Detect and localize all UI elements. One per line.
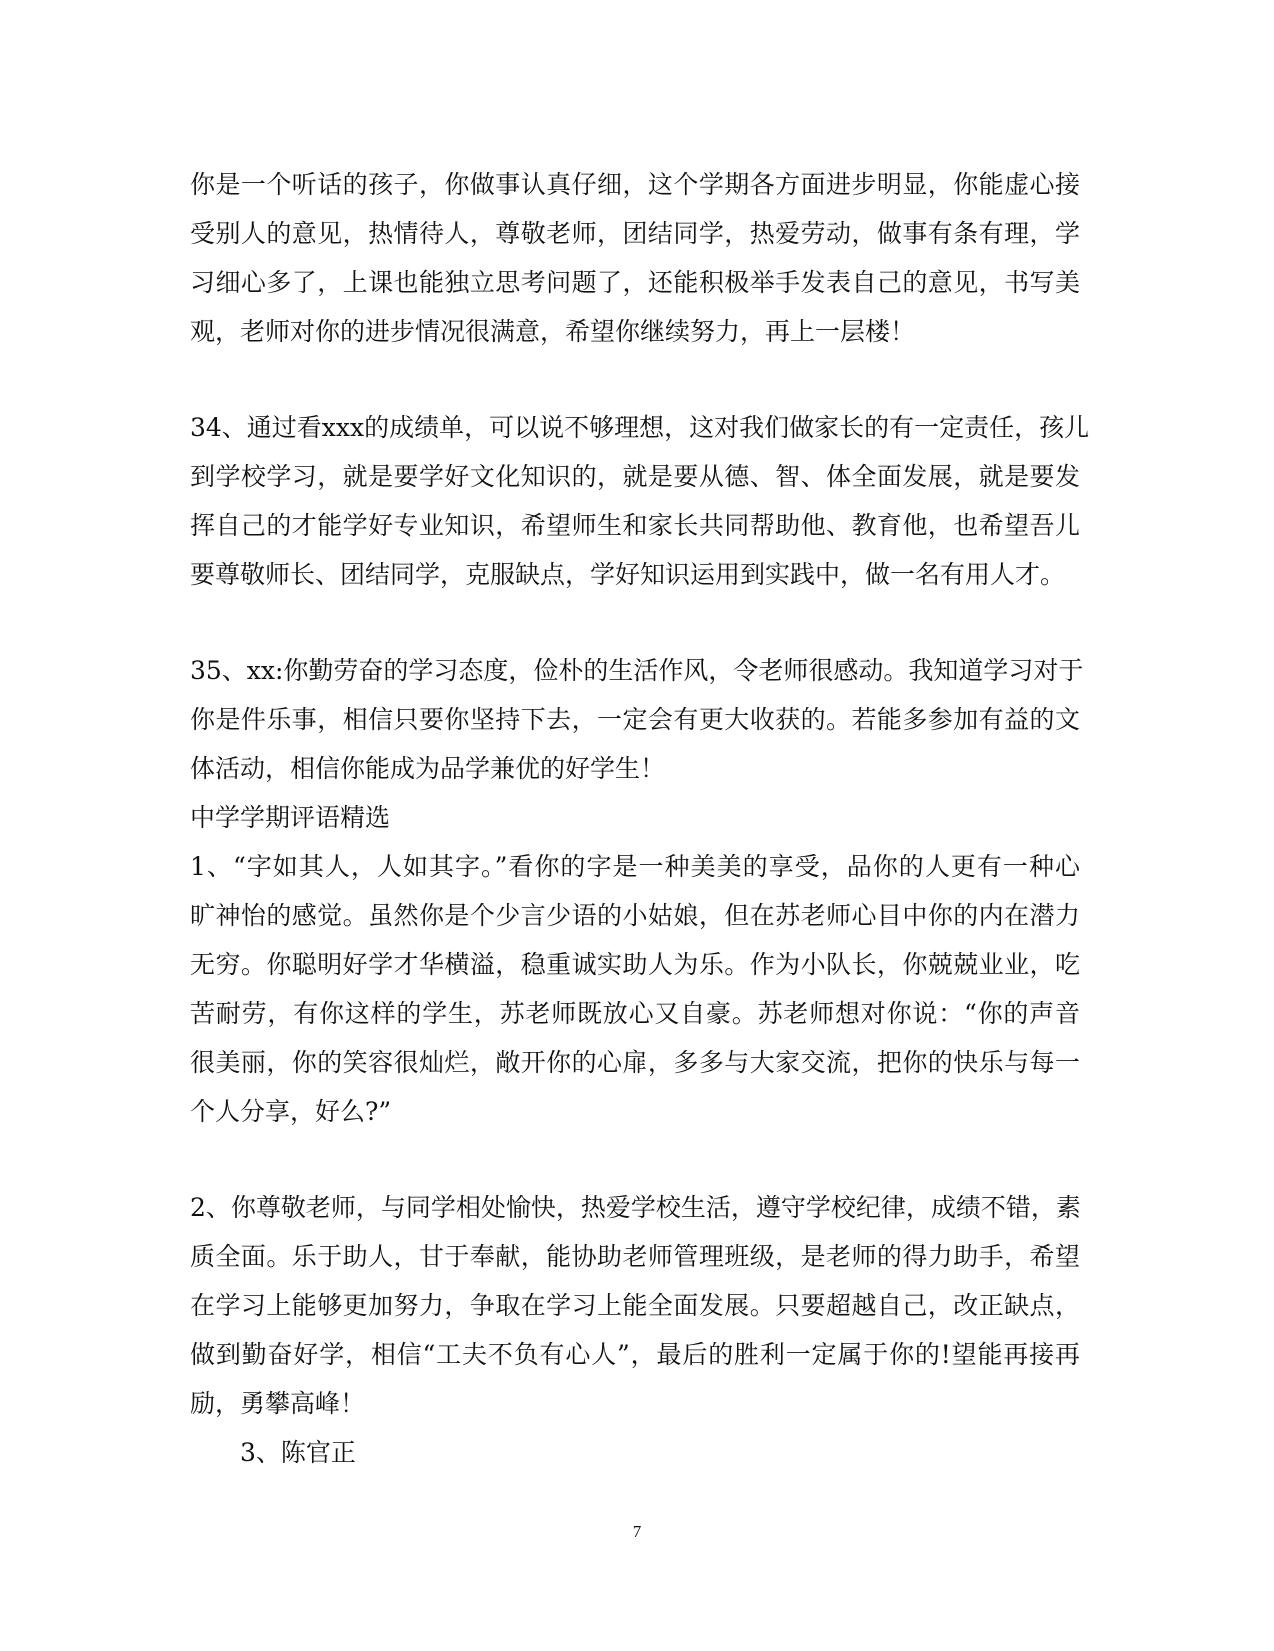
document-body xyxy=(190,160,1090,1477)
text-line: 要尊敬师长、团结同学，克服缺点，学好知识运用到实践中，做一名有用人才。 xyxy=(190,560,1066,589)
text-line: 1、“字如其人，人如其字。”看你的字是一种美美的享受，品你的人更有一种心 xyxy=(190,852,1080,881)
text-line: 2、你尊敬老师，与同学相处愉快，热爱学校生活，遵守学校纪律，成绩不错，素 xyxy=(190,1193,1081,1222)
text-line: 励，勇攀高峰！ xyxy=(190,1389,366,1418)
paragraph-gap xyxy=(190,599,1080,646)
paragraph-3-heading: 3、陈官正 xyxy=(240,1438,356,1467)
text-line: 无穷。你聪明好学才华横溢，稳重诚实助人为乐。作为小队长，你兢兢业业，吃 xyxy=(190,950,1080,979)
text-line: 到学校学习，就是要学好文化知识的，就是要从德、智、体全面发展，就是要发 xyxy=(190,462,1080,491)
text-line: 挥自己的才能学好专业知识，希望师生和家长共同帮助他、教育他，也希望吾儿 xyxy=(190,511,1080,540)
text-line: 受别人的意见，热情待人，尊敬老师，团结同学，热爱劳动，做事有条有理，学 xyxy=(190,219,1080,248)
text-line: 34、通过看xxx的成绩单，可以说不够理想，这对我们做家长的有一定责任，孩儿 xyxy=(190,413,1090,442)
text-line: 个人分享，好么?” xyxy=(190,1097,392,1126)
text-line: 质全面。乐于助人，甘于奉献，能协助老师管理班级，是老师的得力助手，希望 xyxy=(190,1242,1080,1271)
text-line: 35、xx:你勤劳奋的学习态度，俭朴的生活作风，令老师很感动。我知道学习对于 xyxy=(190,656,1084,685)
paragraph-intro xyxy=(190,160,1080,356)
text-line: 你是一个听话的孩子，你做事认真仔细，这个学期各方面进步明显，你能虚心接 xyxy=(190,170,1080,199)
text-line: 旷神怡的感觉。虽然你是个少言少语的小姑娘，但在苏老师心目中你的内在潜力 xyxy=(190,901,1080,930)
paragraph-34 xyxy=(190,403,1090,599)
text-line: 观，老师对你的进步情况很满意，希望你继续努力，再上一层楼！ xyxy=(190,317,916,346)
text-line: 习细心多了，上课也能独立思考问题了，还能积极举手发表自己的意见，书写美 xyxy=(190,268,1080,297)
text-line: 体活动，相信你能成为品学兼优的好学生！ xyxy=(190,754,666,783)
text-line: 在学习上能够更加努力，争取在学习上能全面发展。只要超越自己，改正缺点， xyxy=(190,1291,1080,1320)
paragraph-35 xyxy=(190,646,1084,793)
text-line: 你是件乐事，相信只要你坚持下去，一定会有更大收获的。若能多参加有益的文 xyxy=(190,705,1080,734)
paragraph-1 xyxy=(190,842,1080,1136)
paragraph-2 xyxy=(190,1183,1080,1428)
text-line: 很美丽，你的笑容很灿烂，敞开你的心扉，多多与大家交流，把你的快乐与每一 xyxy=(190,1048,1080,1077)
page-number: 7 xyxy=(632,1522,642,1541)
paragraph-gap xyxy=(190,356,1080,403)
text-line: 做到勤奋好学，相信“工夫不负有心人”，最后的胜利一定属于你的!望能再接再 xyxy=(190,1340,1080,1369)
text-line: 苦耐劳，有你这样的学生，苏老师既放心又自豪。苏老师想对你说：“你的声音 xyxy=(190,999,1080,1028)
section-heading: 中学学期评语精选 xyxy=(190,803,391,832)
paragraph-gap xyxy=(190,1136,1080,1183)
